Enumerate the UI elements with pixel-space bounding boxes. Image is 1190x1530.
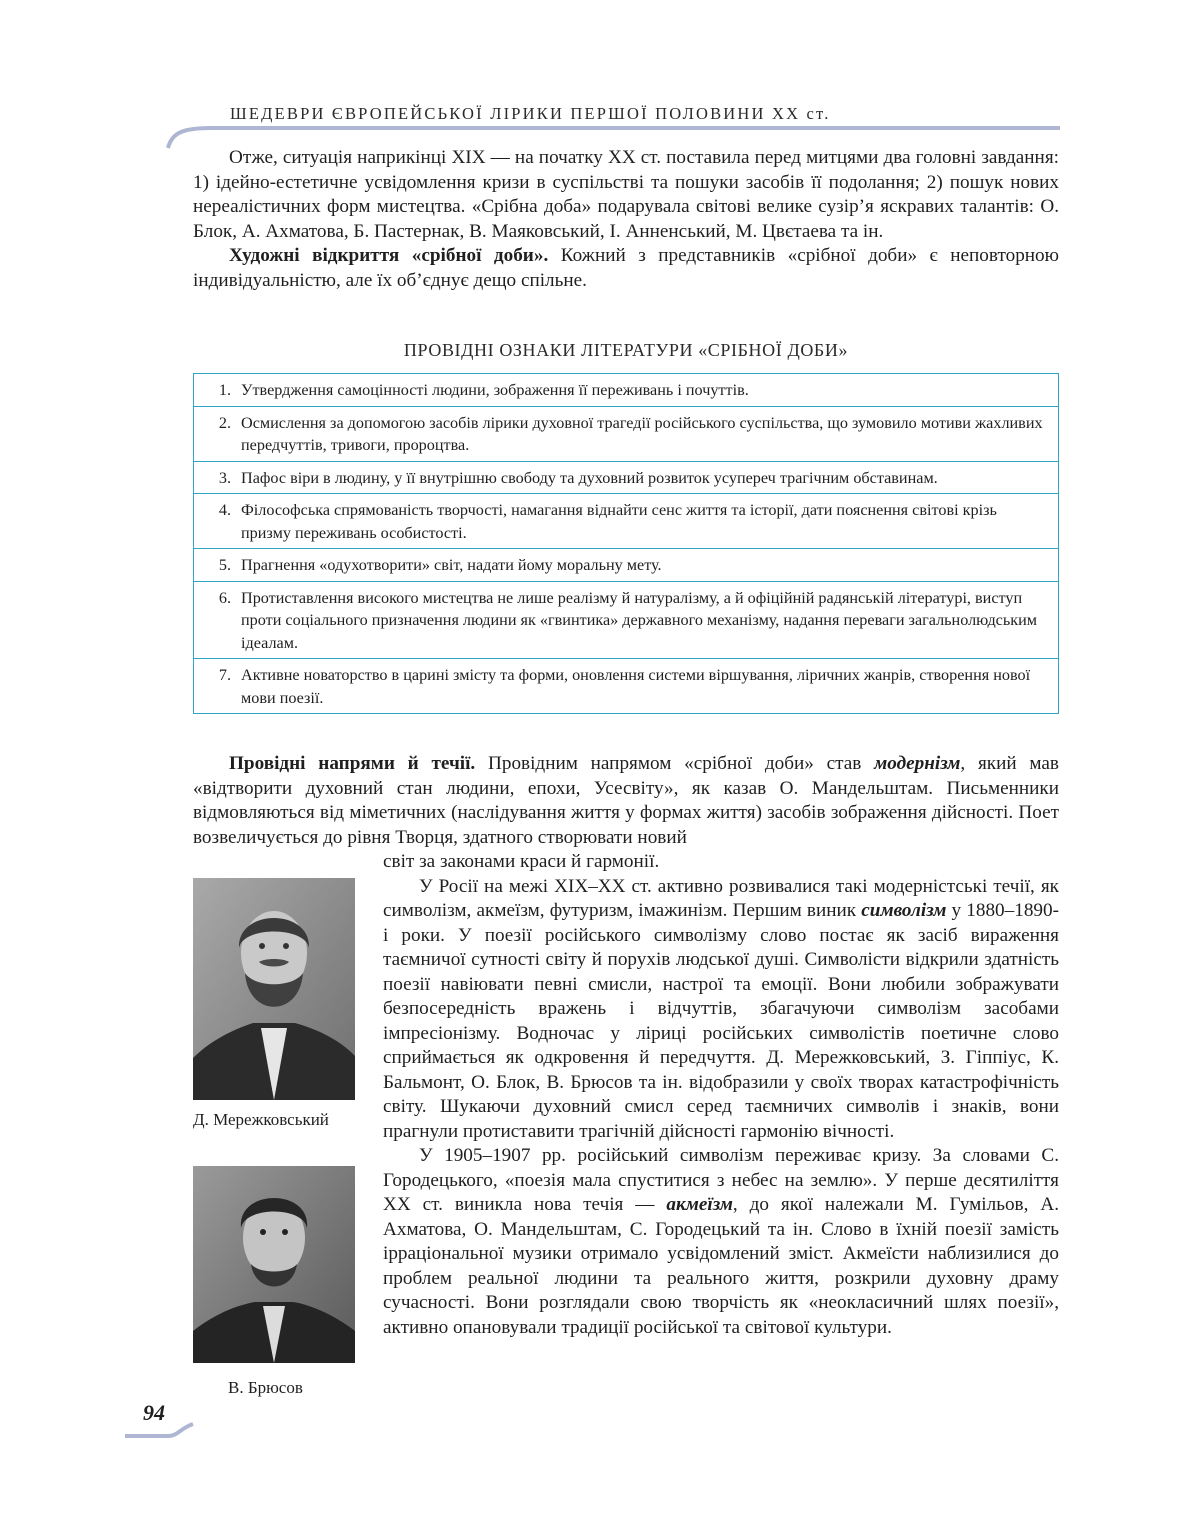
acmeism-text-2: , до якої належали М. Гумільов, А. Ахматова, О. Мандельштам, С. Городецький та ін. Слово в їхній поезії замість ірраціональної музики отримало усвідомлений зміст. Акмеїсти наблизилися до проблем реальної людини та реального життя, розкрили духовну драму сучасності. Вони розглядали свою творчість як «неокласичний шлях поезії», активно опановували традиції російської та світової культури. — [383, 1194, 1059, 1338]
photo-merezhkovsky — [193, 878, 355, 1100]
trends-continuation: світ за законами краси й гармонії. — [383, 851, 660, 872]
photo-bryusov — [193, 1166, 355, 1363]
table-row — [194, 461, 1058, 494]
row-text: Активне новаторство в царині змісту та форми, оновлення системи віршування, ліричних жанрів, створення нової мови поезії. — [241, 666, 1031, 707]
table-row — [194, 581, 1058, 659]
photo-caption: В. Брюсов — [228, 1378, 303, 1397]
features-table-title: ПРОВІДНІ ОЗНАКИ ЛІТЕРАТУРИ «СРІБНОЇ ДОБИ» — [403, 340, 849, 360]
page-number: 94 — [143, 1400, 165, 1425]
row-text: Утвердження самоцінності людини, зображення її переживань і почуттів. — [241, 381, 749, 399]
photo-caption: Д. Мережковський — [193, 1110, 329, 1129]
row-number: 1. — [218, 381, 231, 399]
row-number: 3. — [218, 468, 231, 487]
row-text: Осмислення за допомогою засобів лірики духовної трагедії російського суспільства, що зумовило мотиви жахливих передчуттів, тривоги, пророцтва. — [241, 413, 1043, 454]
right-column — [383, 850, 1059, 1340]
table-row — [194, 406, 1058, 461]
row-text: Прагнення «одухотворити» світ, надати йому моральну мету. — [241, 556, 662, 574]
discoveries-heading: Художні відкриття «срібної доби». — [229, 245, 549, 266]
acmeism-text-1: У 1905–1907 рр. російський символізм переживає кризу. За словами С. Городецького, «поезія мала спуститися з небес на землю». У перше десятиліття ХХ ст. виникла нова течія — — [383, 1145, 1059, 1215]
symbolism-paragraph — [383, 875, 1059, 1145]
running-header: ШЕДЕВРИ ЄВРОПЕЙСЬКОЇ ЛІРИКИ ПЕРШОЇ ПОЛОВИНИ ХХ ст. — [230, 104, 831, 123]
acmeism-paragraph — [383, 1144, 1059, 1340]
term-symbolism: символізм — [861, 900, 947, 921]
row-number: 2. — [218, 413, 231, 432]
intro-section — [193, 146, 1059, 293]
footer-rule — [125, 1420, 195, 1442]
intro-paragraph: Отже, ситуація наприкінці ХІХ — на початку ХХ ст. поставила перед митцями два головні завдання: 1) ідейно-естетичне усвідомлення кризи в суспільстві та пошуки засобів її подолання; 2) пошук нових нереалістичних форм мистецтва. «Срібна доба» подарувала світові велике сузір’я яскравих талантів: О. Блок, А. Ахматова, Б. Пастернак, В. Маяковський, І. Анненський, М. Цвєтаева та ін. — [193, 147, 1059, 242]
row-text: Пафос віри в людину, у її внутрішню свободу та духовний розвиток усупереч трагічним обставинам. — [241, 468, 938, 487]
table-row — [194, 658, 1058, 713]
features-table — [193, 373, 1059, 714]
symbolism-text-2: у 1880–1890-і роки. У поезії російського символізму слово постає як засіб вираження таємничої сутності світу й порухів людської душі. Символісти відкрили здатність поезії навіювати певні смисли, настрої та емоції. Вони любили зображувати безпосередність вражень і відчуттів, збагачуючи символізм засобами імпресіонізму. Водночас у ліриці російських символістів поетичне слово сприймається як одкровення й передчуття. Д. Мережковський, З. Гіппіус, К. Бальмонт, О. Блок, В. Брюсов та ін. відобразили у своїх творах катастрофічність світу. Шукаючи духовний смисл серед таємничих символів і знаків, вони прагнули протиставити трагічній дійсності гармонію вічності. — [383, 900, 1059, 1142]
trends-section — [193, 752, 1059, 850]
row-text: Філософська спрямованість творчості, намагання віднайти сенс життя та історії, дати пояснення світові крізь призму переживань особистості. — [241, 501, 997, 542]
table-row — [194, 493, 1058, 548]
discoveries-paragraph — [193, 244, 1059, 293]
table-row — [194, 548, 1058, 581]
symbolism-text-1: У Росії на межі ХІХ–ХХ ст. активно розвивалися такі модерністські течії, як символізм, акмеїзм, футуризм, імажинізм. Першим виник — [383, 875, 1059, 921]
term-modernism: модернізм — [874, 753, 961, 774]
term-acmeism: акмеїзм — [666, 1194, 733, 1215]
row-number: 5. — [218, 556, 231, 574]
row-text: Протиставлення високого мистецтва не лише реалізму й натуралізму, а й офіційній радянській літературі, виступ проти соціального призначення людини як «гвинтика» державного механізму, надання переваги загальнолюдським ідеалам. — [241, 588, 1038, 652]
table-row — [194, 374, 1058, 406]
trends-text-2: , який мав «відтворити духовний стан людини, епохи, Усесвіту», як казав О. Мандельштам. Письменники відмовляються від міметичних (наслідування життя у формах життя) засобів зображення дійсності. Поет возвеличується до рівня Творця, здатного створювати новий — [193, 753, 1059, 848]
row-number: 7. — [218, 666, 231, 684]
trends-heading: Провідні напрями й течії. — [229, 753, 476, 774]
discoveries-text: Кожний з представників «срібної доби» є неповторною індивідуальністю, але їх об’єднує дещо спільне. — [193, 245, 1059, 291]
trends-paragraph — [193, 752, 1059, 850]
trends-text-1: Провідним напрямом «срібної доби» став — [475, 753, 875, 774]
row-number: 6. — [218, 588, 231, 607]
row-number: 4. — [218, 501, 231, 519]
